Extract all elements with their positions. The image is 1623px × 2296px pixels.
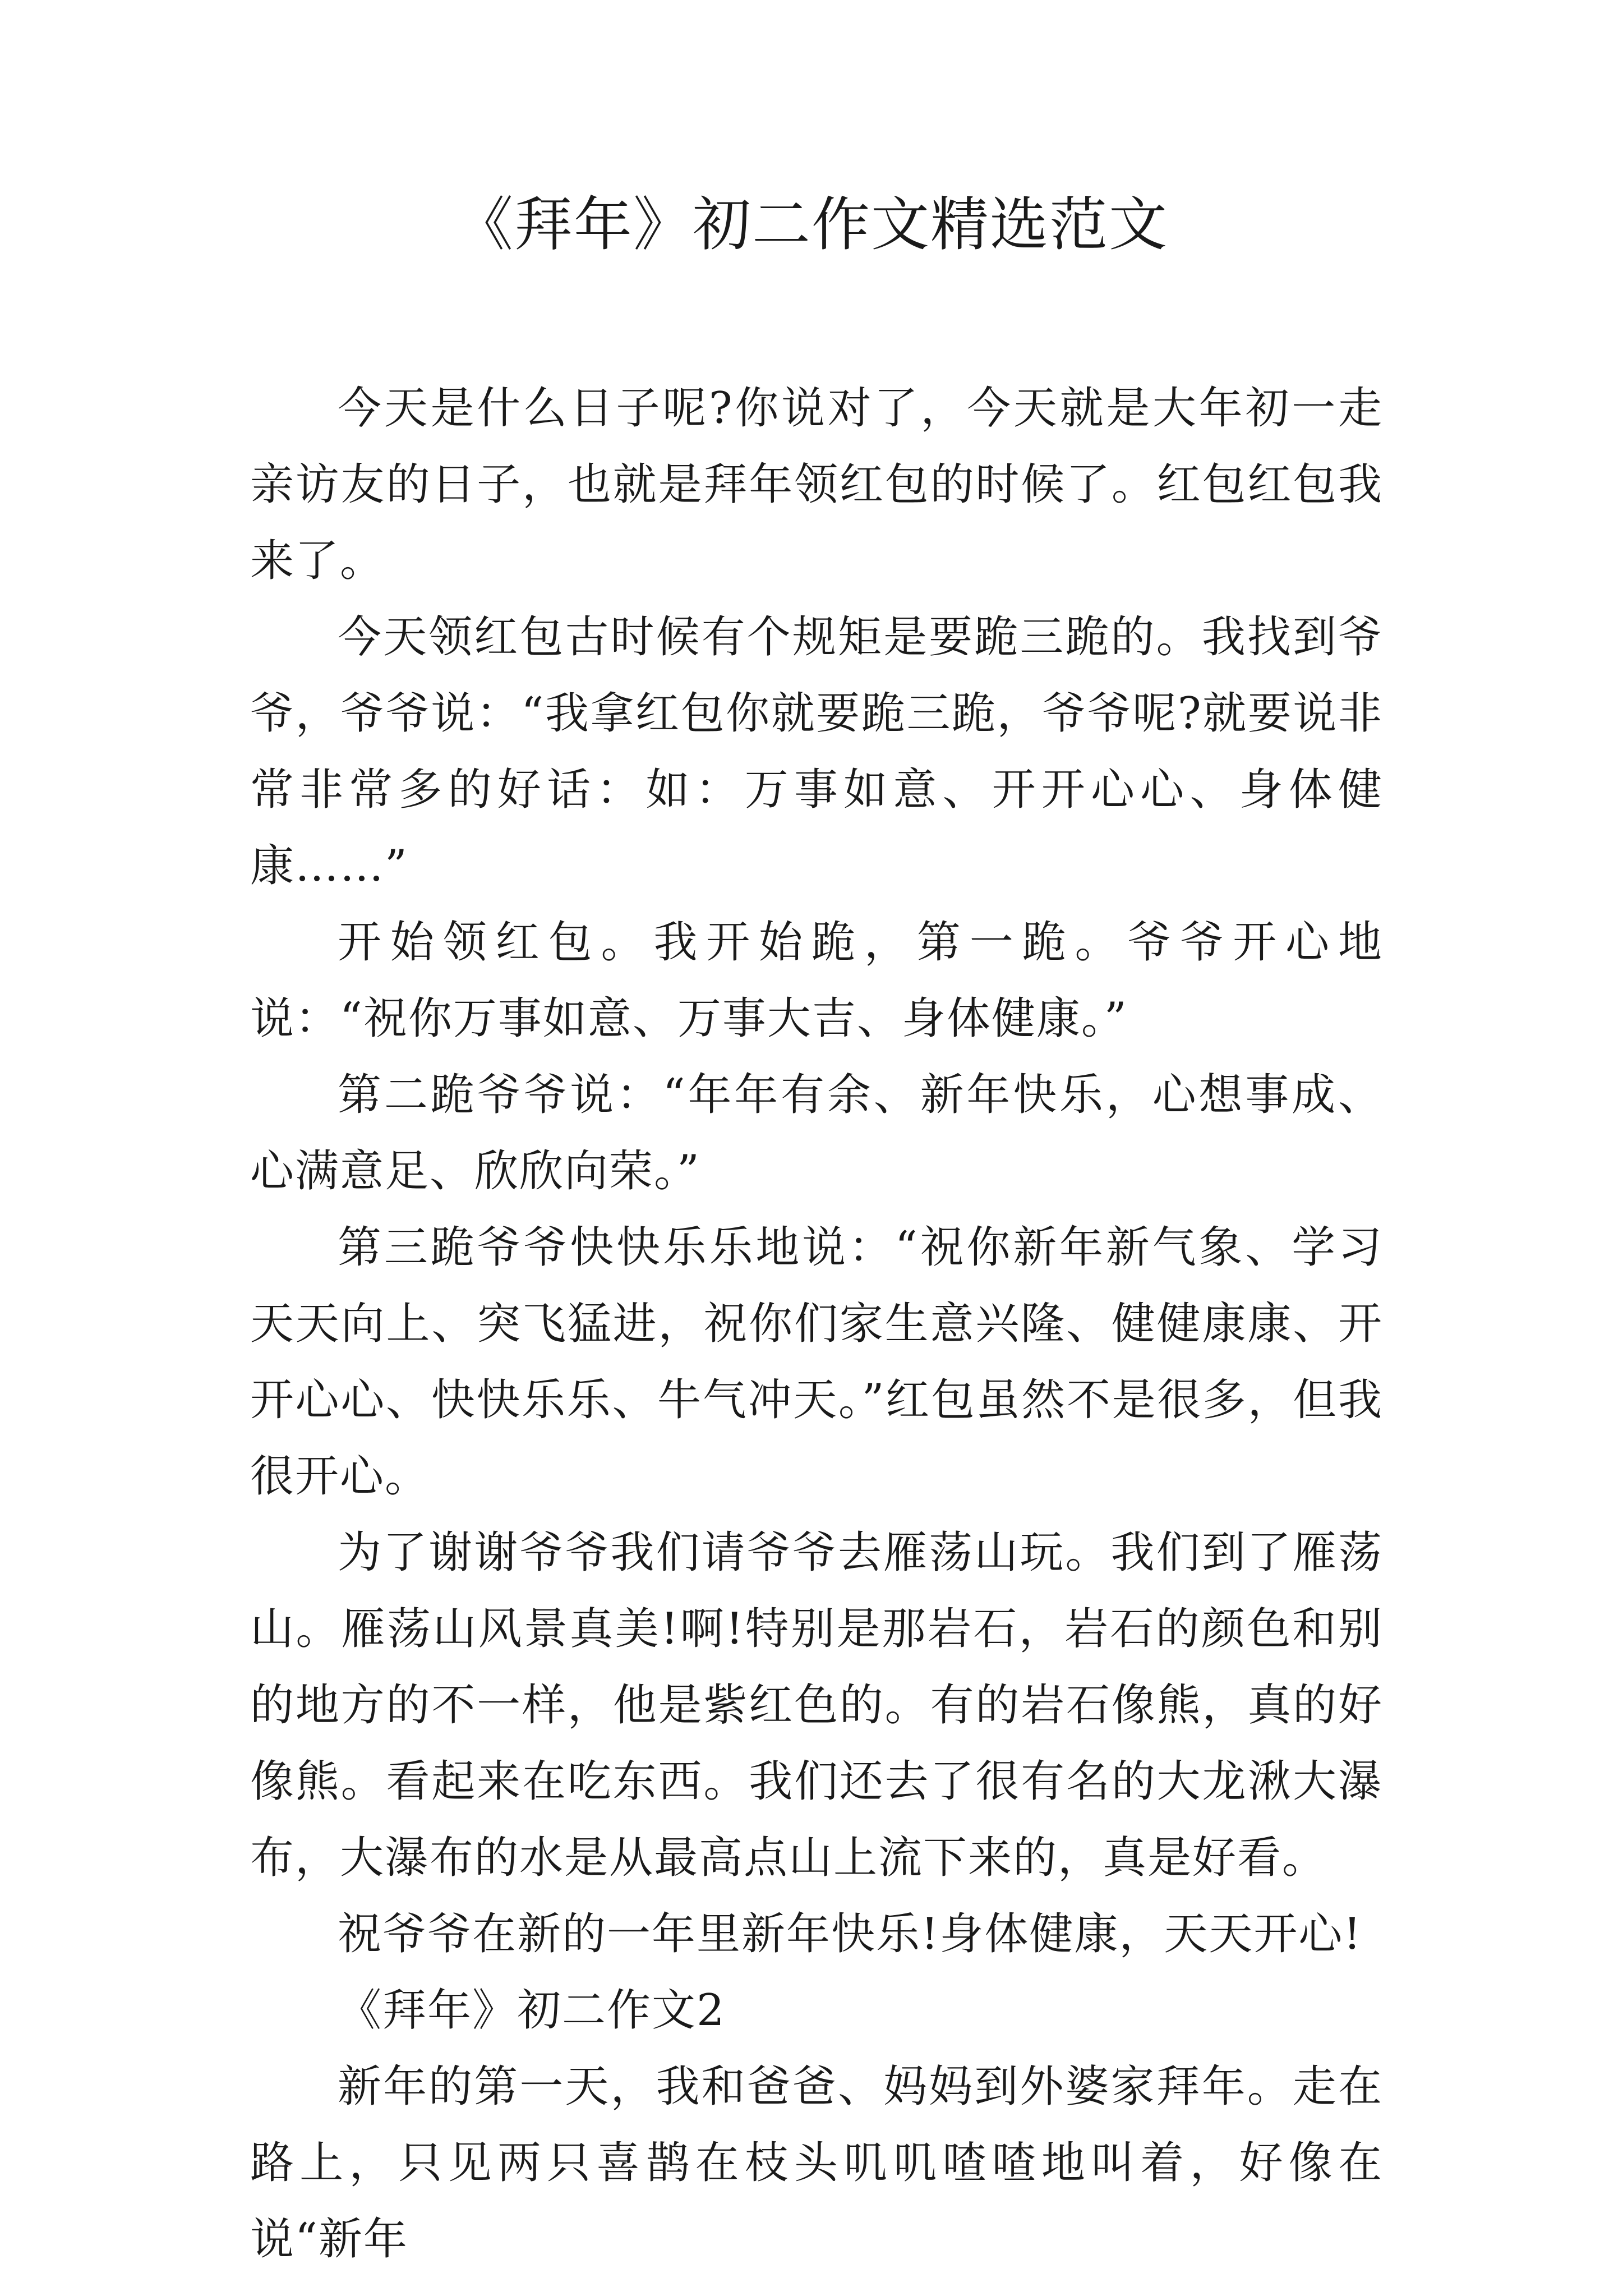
paragraph-1: 今天是什么日子呢?你说对了，今天就是大年初一走亲访友的日子，也就是拜年领红包的时候了。红包红包我来了。 xyxy=(250,383,1383,586)
paragraph-4: 第二跪爷爷说：“年年有余、新年快乐，心想事成、心满意足、欣欣向荣。” xyxy=(250,1070,1383,1197)
paragraph-2: 今天领红包古时候有个规矩是要跪三跪的。我找到爷爷，爷爷说：“我拿红包你就要跪三跪，爷爷呢?就要说非常非常多的好话：如：万事如意、开开心心、身体健康……” xyxy=(250,612,1383,891)
document-body xyxy=(250,370,1383,2277)
document-title: 《拜年》初二作文精选范文 xyxy=(454,190,1168,259)
paragraph-7: 祝爷爷在新的一年里新年快乐!身体健康，天天开心! xyxy=(338,1909,1362,1959)
section-heading-2: 《拜年》初二作文2 xyxy=(338,1985,726,2036)
paragraph-3: 开始领红包。我开始跪，第一跪。爷爷开心地说：“祝你万事如意、万事大吉、身体健康。” xyxy=(250,917,1383,1044)
paragraph-5: 第三跪爷爷快快乐乐地说：“祝你新年新气象、学习天天向上、突飞猛进，祝你们家生意兴隆、健健康康、开开心心、快快乐乐、牛气冲天。”红包虽然不是很多，但我很开心。 xyxy=(250,1222,1383,1502)
paragraph-8: 新年的第一天，我和爸爸、妈妈到外婆家拜年。走在路上，只见两只喜鹊在枝头叽叽喳喳地叫着，好像在说“新年 xyxy=(250,2062,1383,2265)
paragraph-6: 为了谢谢爷爷我们请爷爷去雁荡山玩。我们到了雁荡山。雁荡山风景真美!啊!特别是那岩石，岩石的颜色和别的地方的不一样，他是紫红色的。有的岩石像熊，真的好像熊。看起来在吃东西。我们还去了很有名的大龙湫大瀑布，大瀑布的水是从最高点山上流下来的，真是好看。 xyxy=(250,1527,1383,1883)
